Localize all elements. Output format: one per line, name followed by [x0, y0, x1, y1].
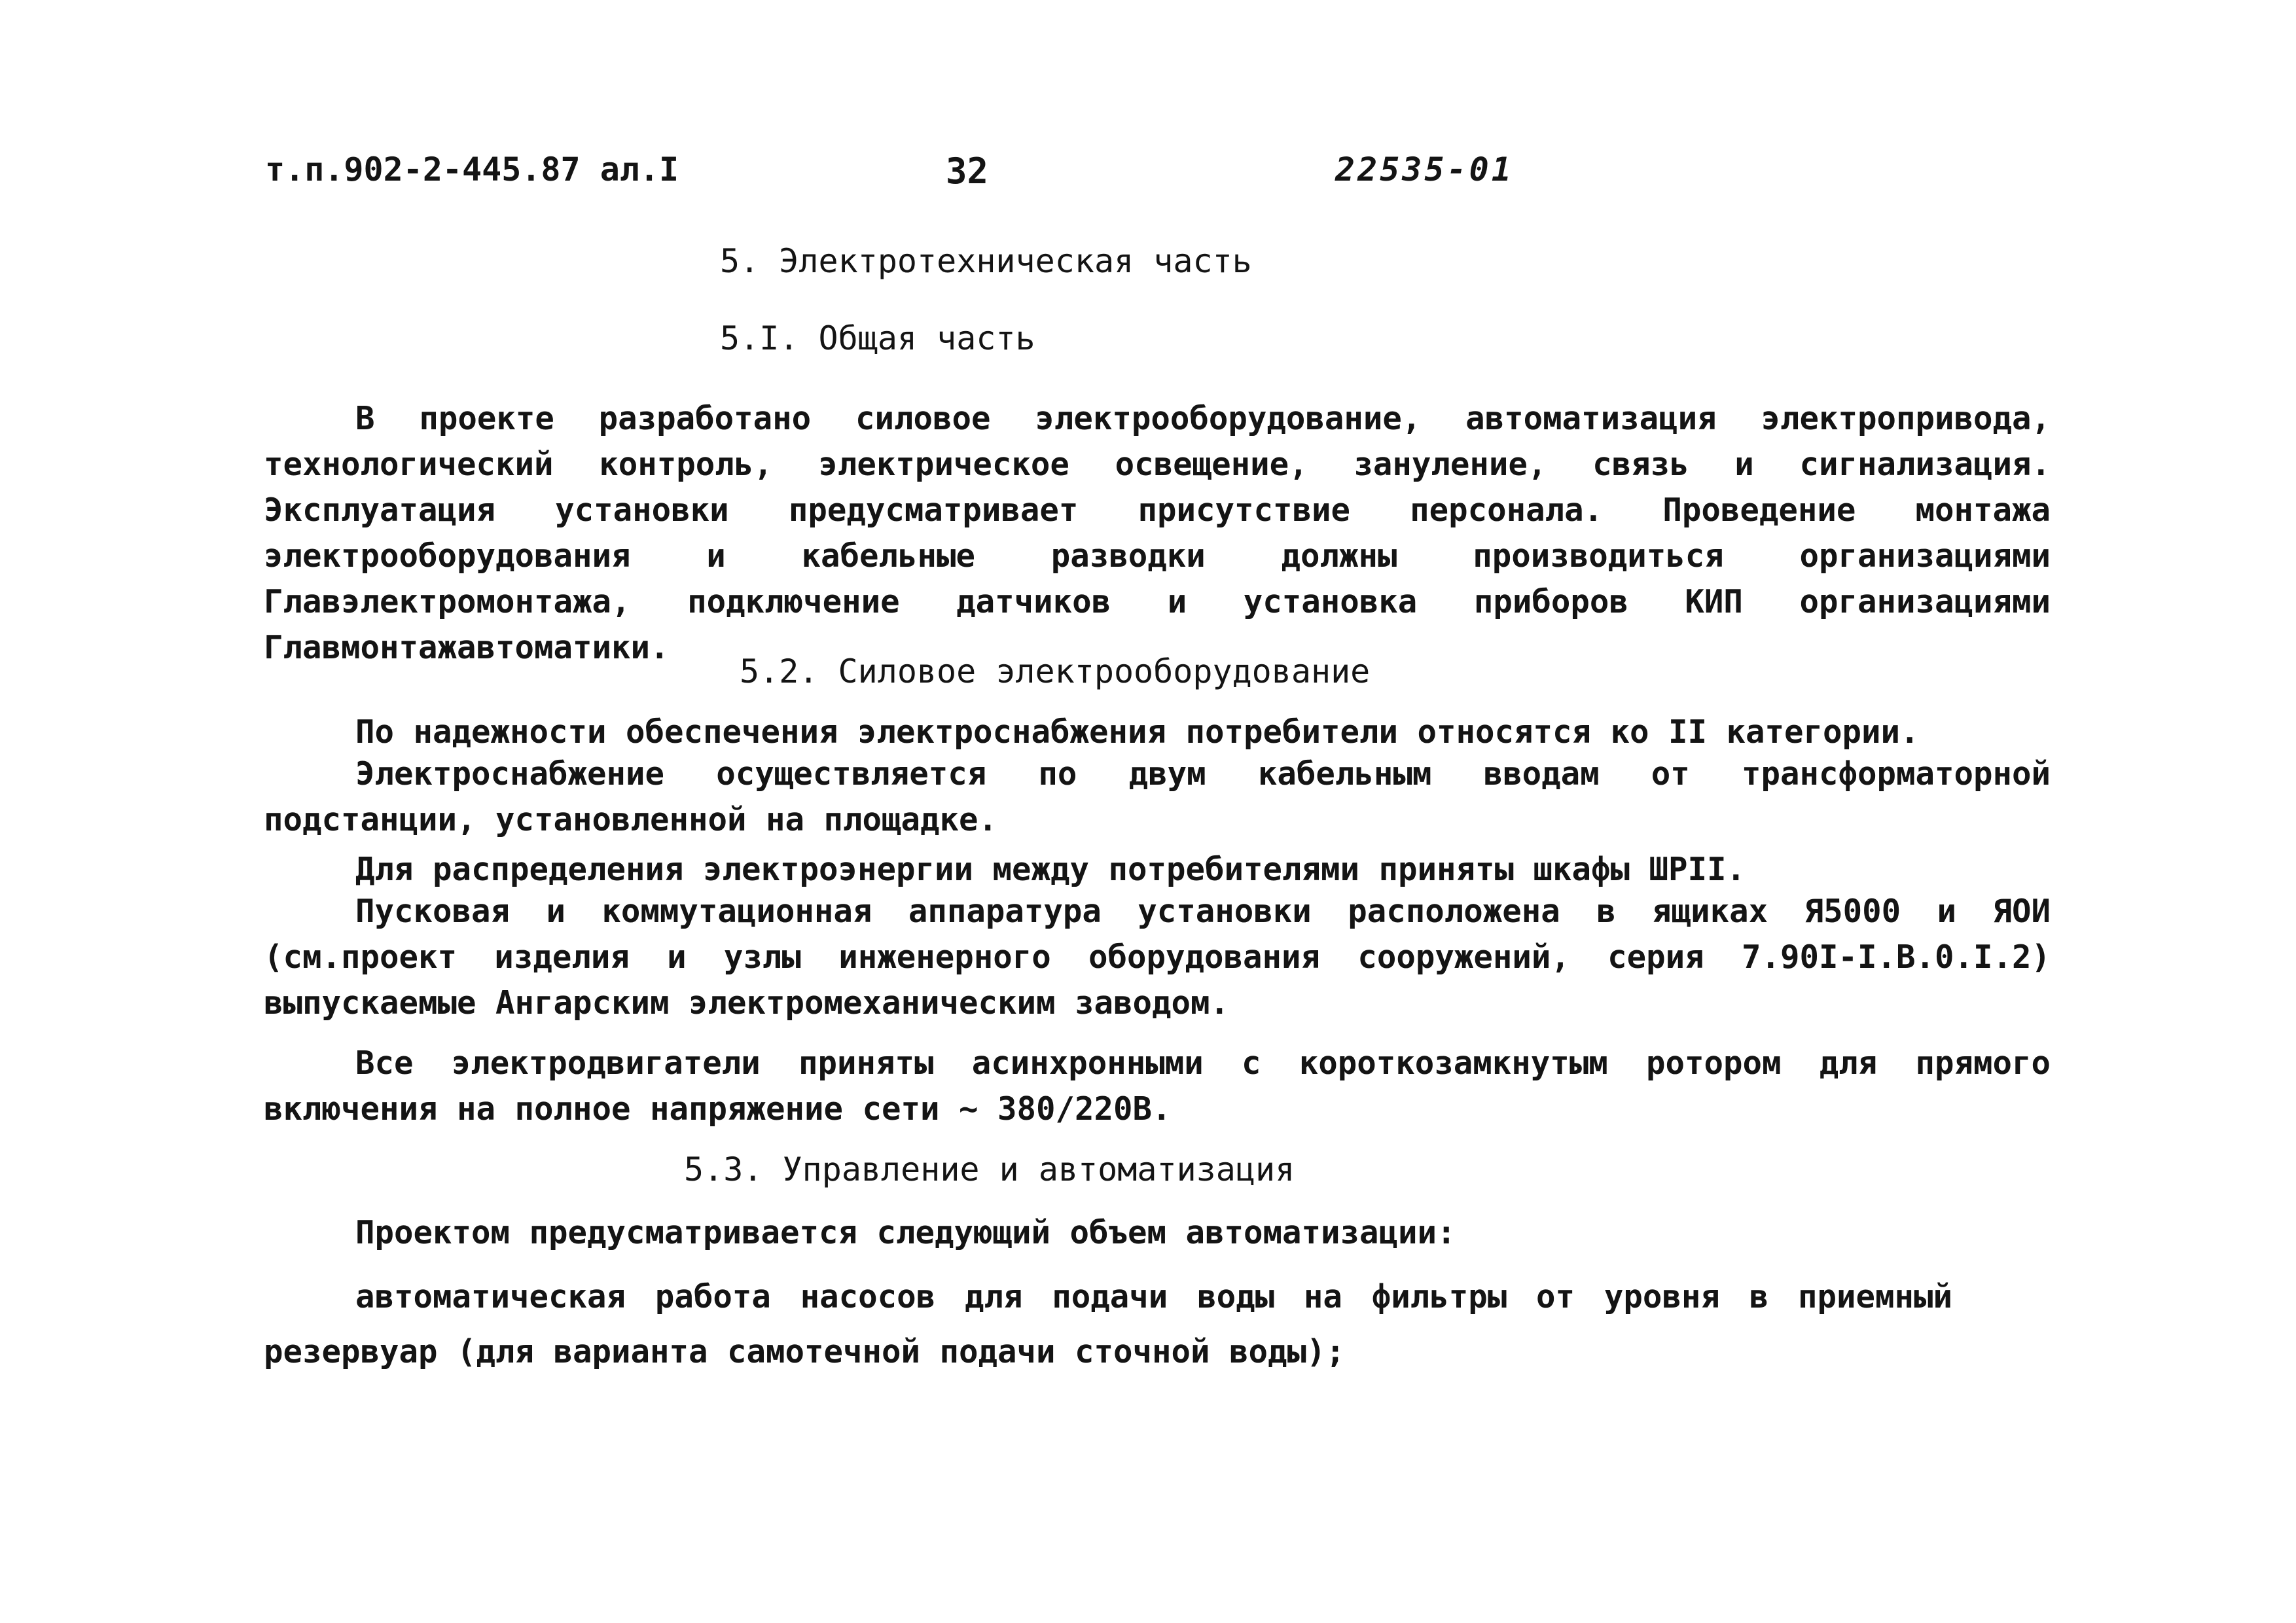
section-5-title: 5. Электротехническая часть	[720, 242, 1252, 280]
section-5-1-paragraph: В проекте разработано силовое электрооборудование, автоматизация электропривода, технологический контроль, электрическое освещение, зануление, связь и сигнализация. Эксплуатация установки предусматривает присутствие персонала. Проведение монтажа электрооборудования и кабельные разводки должны производиться организациями Главэлектромонтажа, подключение датчиков и установка приборов КИП организациями Главмонтажавтоматики.	[264, 400, 2051, 666]
page-number: 32	[946, 151, 989, 192]
section-5-2-title: 5.2. Силовое электрооборудование	[740, 652, 1371, 690]
document-code: т.п.902-2-445.87 ал.I	[265, 151, 679, 188]
section-5-2-paragraph-3: Для распределения электроэнергии между потребителями приняты шкафы ШРII.	[355, 851, 1746, 888]
section-5-2-paragraph-5: Все электродвигатели приняты асинхронными с короткозамкнутым ротором для прямого включения на полное напряжение сети ~ 380/220В.	[264, 1044, 2051, 1128]
section-5-3-title: 5.3. Управление и автоматизация	[684, 1150, 1295, 1188]
section-5-2-paragraph-1: По надежности обеспечения электроснабжения потребители относятся ко II категории.	[355, 713, 1920, 751]
section-5-2-paragraph-4: Пусковая и коммутационная аппаратура установки расположена в ящиках Я5000 и ЯОИ (см.проект изделия и узлы инженерного оборудования сооружений, серия 7.90I-I.В.0.I.2) выпускаемые Ангарским электромеханическим заводом.	[264, 893, 2051, 1022]
section-5-2-paragraph-2: Электроснабжение осуществляется по двум кабельным вводам от трансформаторной подстанции, установленной на площадке.	[264, 755, 2051, 838]
section-5-3-paragraph-2: автоматическая работа насосов для подачи воды на фильтры от уровня в приемный резервуар (для варианта самотечной подачи сточной воды);	[264, 1278, 1952, 1370]
section-5-1-title: 5.I. Общая часть	[720, 319, 1035, 357]
registration-number: 22535-01	[1335, 151, 1514, 188]
section-5-3-paragraph-1: Проектом предусматривается следующий объем автоматизации:	[355, 1214, 1456, 1251]
